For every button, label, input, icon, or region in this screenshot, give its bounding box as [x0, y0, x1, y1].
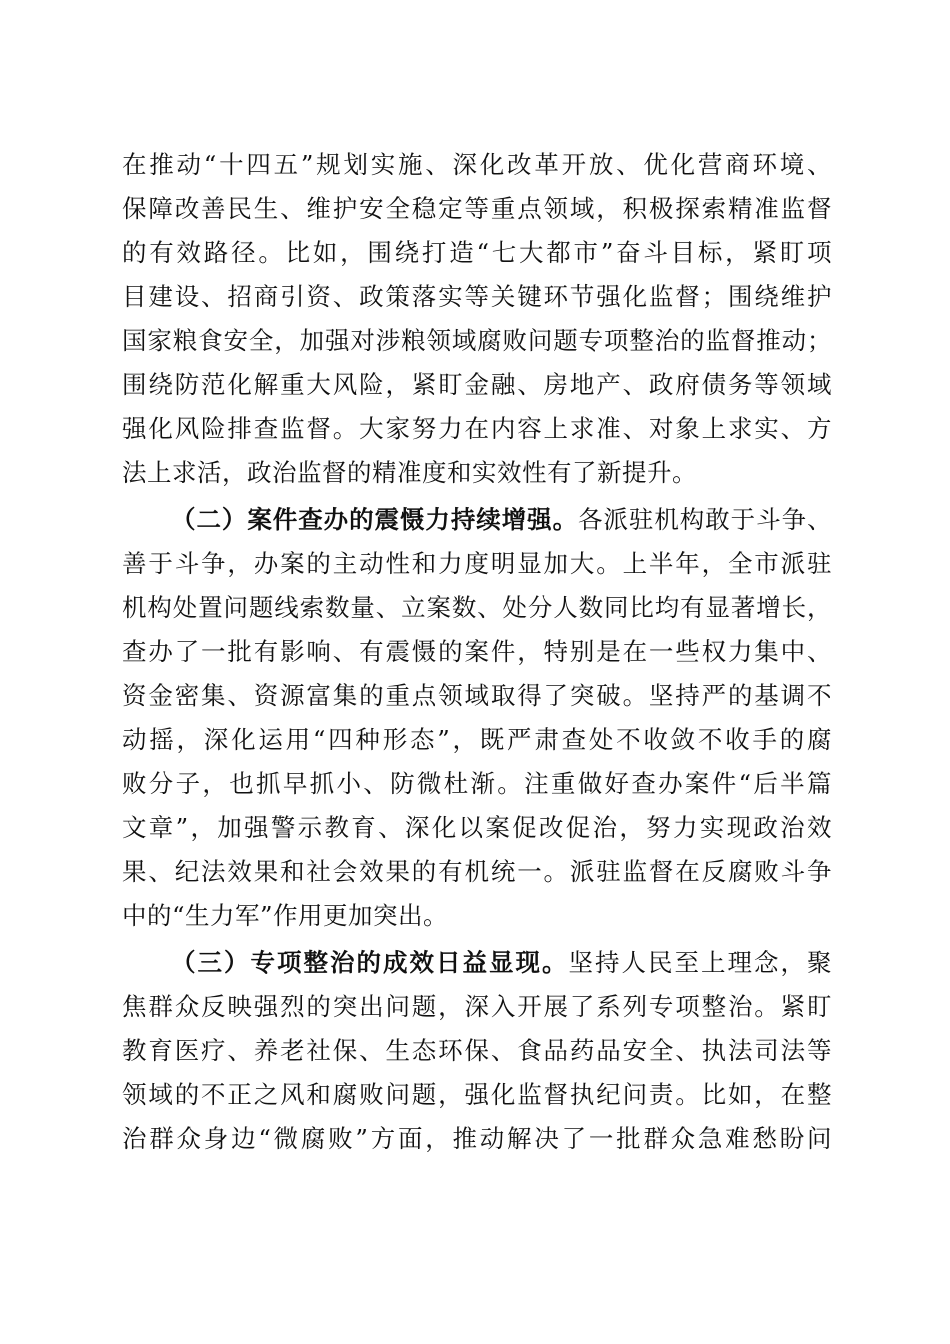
paragraph-2-line-10: 中的“生力军”作用更加突出。: [122, 901, 449, 930]
paragraph-1-line-6: 围绕防范化解重大风险，紧盯金融、房地产、政府债务等领域: [122, 370, 832, 399]
paragraph-1-line-2: 保障改善民生、维护安全稳定等重点领域，积极探索精准监督: [122, 194, 832, 223]
paragraph-2-line-9: 果、纪法效果和社会效果的有机统一。派驻监督在反腐败斗争: [122, 857, 832, 886]
paragraph-2-first-line-text: 各派驻机构敢于斗争、: [578, 505, 833, 534]
paragraph-1-line-1: 在推动“十四五”规划实施、深化改革开放、优化营商环境、: [122, 150, 832, 179]
paragraph-2-line-8: 文章”，加强警示教育、深化以案促改促治，努力实现政治效: [122, 813, 832, 842]
paragraph-3-first-line: [171, 943, 832, 983]
paragraph-1-line-3: 的有效路径。比如，围绕打造“七大都市”奋斗目标，紧盯项: [122, 238, 832, 267]
paragraph-2-line-5: 资金密集、资源富集的重点领域取得了突破。坚持严的基调不: [122, 681, 832, 710]
paragraph-3-line-5: 治群众身边“微腐败”方面，推动解决了一批群众急难愁盼问: [122, 1124, 832, 1153]
paragraph-3-line-2: 焦群众反映强烈的突出问题，深入开展了系列专项整治。紧盯: [122, 992, 832, 1021]
paragraph-1-line-8: 法上求活，政治监督的精准度和实效性有了新提升。: [122, 458, 697, 487]
paragraph-1-line-7: 强化风险排查监督。大家努力在内容上求准、对象上求实、方: [122, 414, 832, 443]
paragraph-3-first-line-text: 坚持人民至上理念，聚: [568, 948, 832, 977]
paragraph-2-line-3: 机构处置问题线索数量、立案数、处分人数同比均有显著增长，: [122, 593, 832, 622]
paragraph-2-first-line: [171, 500, 832, 540]
paragraph-1-line-4: 目建设、招商引资、政策落实等关键环节强化监督；围绕维护: [122, 282, 832, 311]
paragraph-2-line-4: 查办了一批有影响、有震慑的案件，特别是在一些权力集中、: [122, 637, 832, 666]
paragraph-1-line-5: 国家粮食安全，加强对涉粮领域腐败问题专项整治的监督推动；: [122, 326, 832, 355]
paragraph-3-line-3: 教育医疗、养老社保、生态环保、食品药品安全、执法司法等: [122, 1036, 832, 1065]
paragraph-2-line-6: 动摇，深化运用“四种形态”，既严肃查处不收敛不收手的腐: [122, 725, 832, 754]
section-heading-2: （二）案件查办的震慑力持续增强。: [171, 505, 579, 534]
paragraph-2-line-2: 善于斗争，办案的主动性和力度明显加大。上半年，全市派驻: [122, 549, 832, 578]
paragraph-3-line-4: 领域的不正之风和腐败问题，强化监督执纪问责。比如，在整: [122, 1080, 832, 1109]
paragraph-2-line-7: 败分子，也抓早抓小、防微杜渐。注重做好查办案件“后半篇: [122, 769, 832, 798]
section-heading-3: （三）专项整治的成效日益显现。: [171, 948, 569, 977]
